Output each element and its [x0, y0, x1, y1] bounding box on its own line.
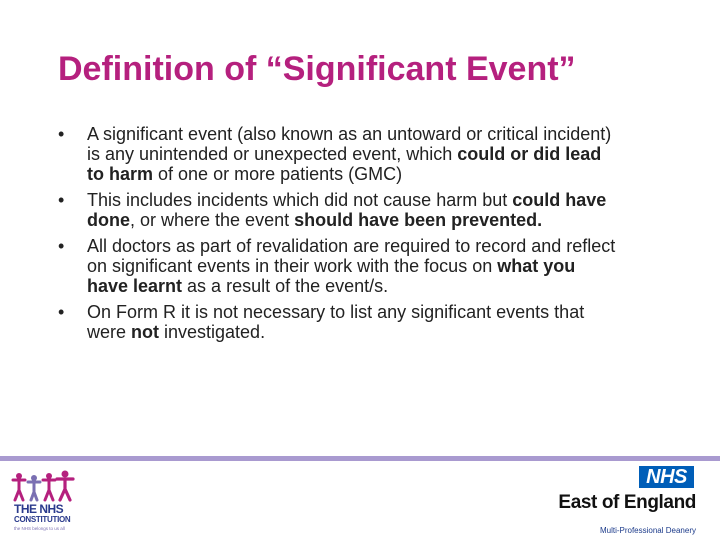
bullet-emphasis: should have been prevented. [294, 210, 543, 230]
bullet-text: All doctors as part of revalidation are required to record and reflect on significant events in their work with the focus on [87, 236, 616, 276]
bullet-emphasis: what you have learnt [87, 256, 576, 296]
deanery-name: Multi-Professional Deanery [599, 526, 696, 535]
bullet-marker: • [58, 124, 65, 144]
bullet-emphasis: could or did lead to harm [87, 144, 602, 184]
slide-title: Definition of “Significant Event” [58, 50, 576, 88]
footer-divider [0, 456, 720, 461]
bullet-text: A significant event (also known as an untoward or critical incident) is any unintended or unexpected event, which [87, 124, 612, 164]
bullet-marker: • [58, 302, 65, 322]
bullet-emphasis: not [131, 322, 159, 342]
bullet-text: On Form R it is not necessary to list any significant events that were [87, 302, 585, 342]
bullet-text: of one or more patients (GMC) [153, 164, 403, 184]
bullet-text: This includes incidents which did not cause harm but [87, 190, 513, 210]
constitution-tagline: the NHS belongs to us all [14, 526, 65, 531]
constitution-line2: CONSTITUTION [14, 515, 71, 524]
nhs-badge: NHS [639, 466, 694, 488]
bullet-text: investigated. [159, 322, 266, 342]
bullet-item [58, 124, 618, 184]
bullet-list [58, 124, 618, 348]
constitution-line1: THE NHS [14, 502, 64, 516]
bullet-marker: • [58, 236, 65, 256]
bullet-text: , or where the event [130, 210, 295, 230]
bullet-marker: • [58, 190, 65, 210]
nhs-constitution-logo [10, 470, 85, 536]
bullet-emphasis: could have done [87, 190, 607, 230]
bullet-item [58, 302, 618, 342]
region-name: East of England [558, 492, 696, 513]
bullet-item [58, 236, 618, 296]
people-figures-icon [10, 470, 80, 502]
bullet-item [58, 190, 618, 230]
bullet-text: as a result of the event/s. [182, 276, 389, 296]
